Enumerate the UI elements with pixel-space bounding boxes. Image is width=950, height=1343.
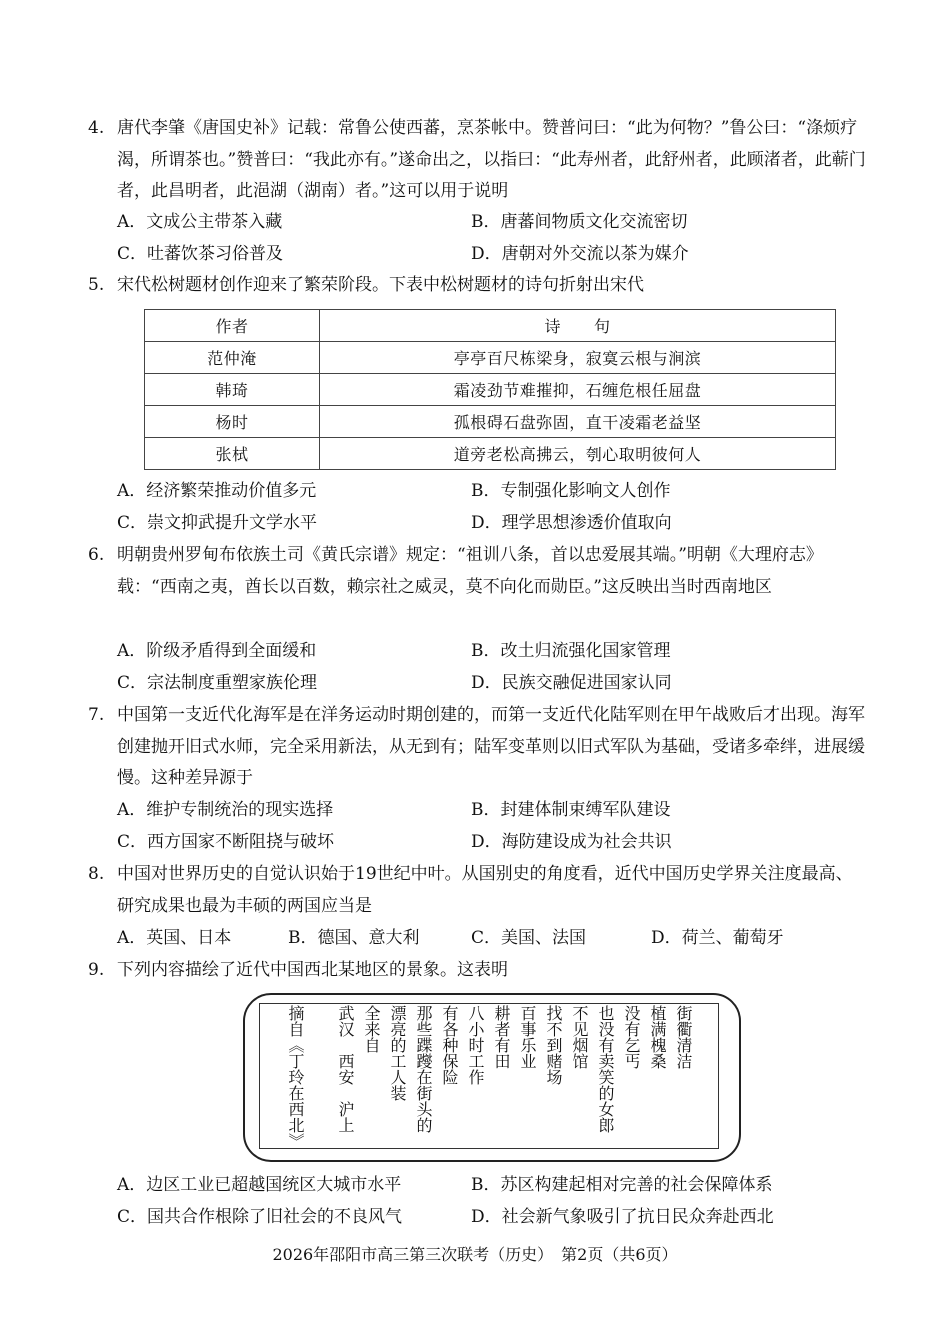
poem-column: 耕者有田 [492,1005,511,1069]
table-cell-author: 韩琦 [145,374,320,406]
table-row [145,374,836,406]
table-header: 作者 [145,310,320,342]
poem-column: 全来自 [362,1005,381,1053]
question-stem: 下列内容描绘了近代中国西北某地区的景象。这表明 [117,960,508,980]
option-d: D．唐朝对外交流以茶为媒介 [471,244,689,264]
question-number: 9. [88,960,105,980]
option-b: B．改土归流强化国家管理 [471,641,671,661]
question-9 [88,955,868,987]
question-stem: 唐代李肇《唐国史补》记载：常鲁公使西蕃，烹茶帐中。赞普问曰：“此为何物？”鲁公曰：“涤烦疗渴，所谓茶也。”赞普曰：“我此亦有。”遂命出之，以指曰：“此寿州者，此舒州者，此顾渚者，此蕲门者，此昌明者，此浥湖（湖南）者。”这可以用于说明 [117,118,866,201]
table-header-row [145,310,836,342]
poem-column: 植满槐桑 [648,1005,667,1069]
option-b: B．苏区构建起相对完善的社会保障体系 [471,1175,773,1195]
option-b: B．封建体制束缚军队建设 [471,800,671,820]
poem-column: 有各种保险 [440,1005,459,1085]
option-a: A．英国、日本 [117,928,232,948]
option-d: D．社会新气象吸引了抗日民众奔赴西北 [471,1207,774,1227]
option-c: C．国共合作根除了旧社会的不良风气 [117,1207,403,1227]
option-d: D．荷兰、葡萄牙 [651,928,784,948]
table-cell-poem: 霜凌劲节难摧抑，石缠危根任屈盘 [320,374,836,406]
table-cell-author: 范仲淹 [145,342,320,374]
page-footer: 2026年邵阳市高三第三次联考（历史） 第2页（共6页） [272,1245,678,1264]
option-d: D．海防建设成为社会共识 [471,832,672,852]
question-number: 6. [88,545,105,565]
question-5 [88,270,868,302]
option-a: A．经济繁荣推动价值多元 [117,481,317,501]
option-c: C．宗法制度重塑家族伦理 [117,673,318,693]
question-7 [88,700,868,795]
option-b: B．德国、意大利 [288,928,420,948]
option-d: D．理学思想渗透价值取向 [471,513,672,533]
option-c: C．崇文抑武提升文学水平 [117,513,318,533]
question-stem: 明朝贵州罗甸布依族土司《黄氏宗谱》规定：“祖训八条，首以忠爱展其端。”明朝《大理府志》载：“西南之夷，酋长以百数，赖宗社之威灵，莫不向化而勋臣。”这反映出当时西南地区 [117,545,823,597]
poem-column: 没有乞丐 [622,1005,641,1069]
question-4 [88,113,868,208]
question-stem: 中国对世界历史的自觉认识始于19世纪中叶。从国别史的角度看，近代中国历史学界关注度最高、研究成果也最为丰硕的两国应当是 [117,864,853,916]
poem-column: 武汉 西安 沪上 [336,1005,355,1133]
poem-table [144,309,836,470]
table-cell-poem: 道旁老松高拂云，刳心取明彼何人 [320,438,836,470]
table-cell-author: 杨时 [145,406,320,438]
option-a: A．边区工业已超越国统区大城市水平 [117,1175,402,1195]
question-number: 5. [88,275,105,295]
table-row [145,438,836,470]
table-cell-author: 张栻 [145,438,320,470]
poem-column: 百事乐业 [518,1005,537,1069]
table-row [145,406,836,438]
question-stem: 宋代松树题材创作迎来了繁荣阶段。下表中松树题材的诗句折射出宋代 [117,275,644,295]
poem-column: 找不到赌场 [544,1005,563,1085]
option-c: C．美国、法国 [471,928,587,948]
poem-column: 那些蹀躞在街头的 [414,1005,433,1133]
question-8 [88,859,868,922]
option-c: C．吐蕃饮茶习俗普及 [117,244,284,264]
poem-column: 八小时工作 [466,1005,485,1085]
option-b: B．专制强化影响文人创作 [471,481,671,501]
poem-column: 漂亮的工人装 [388,1005,407,1101]
question-number: 4. [88,118,105,138]
question-number: 7. [88,705,105,725]
question-stem: 中国第一支近代化海军是在洋务运动时期创建的，而第一支近代化陆军则在甲午战败后才出现。海军创建抛开旧式水师，完全采用新法，从无到有；陆军变革则以旧式军队为基础，受诸多牵绊，进展缓慢。这种差异源于 [117,705,865,788]
question-number: 8. [88,864,105,884]
option-a: A．维护专制统治的现实选择 [117,800,334,820]
poem-source: 摘自《丁玲在西北》 [286,1005,305,1149]
option-c: C．西方国家不断阻挠与破坏 [117,832,335,852]
poem-column: 街衢清洁 [674,1005,693,1069]
question-6 [88,540,868,603]
poem-column: 不见烟馆 [570,1005,589,1069]
option-b: B．唐蕃间物质文化交流密切 [471,212,688,232]
table-row [145,342,836,374]
poem-column: 也没有卖笑的女郎 [596,1005,615,1133]
table-cell-poem: 亭亭百尺栋梁身，寂寞云根与涧滨 [320,342,836,374]
table-cell-poem: 孤根碍石盘弥固，直干凌霜老益坚 [320,406,836,438]
option-a: A．阶级矛盾得到全面缓和 [117,641,317,661]
table-header: 诗 句 [320,310,836,342]
option-d: D．民族交融促进国家认同 [471,673,672,693]
option-a: A．文成公主带茶入藏 [117,212,283,232]
